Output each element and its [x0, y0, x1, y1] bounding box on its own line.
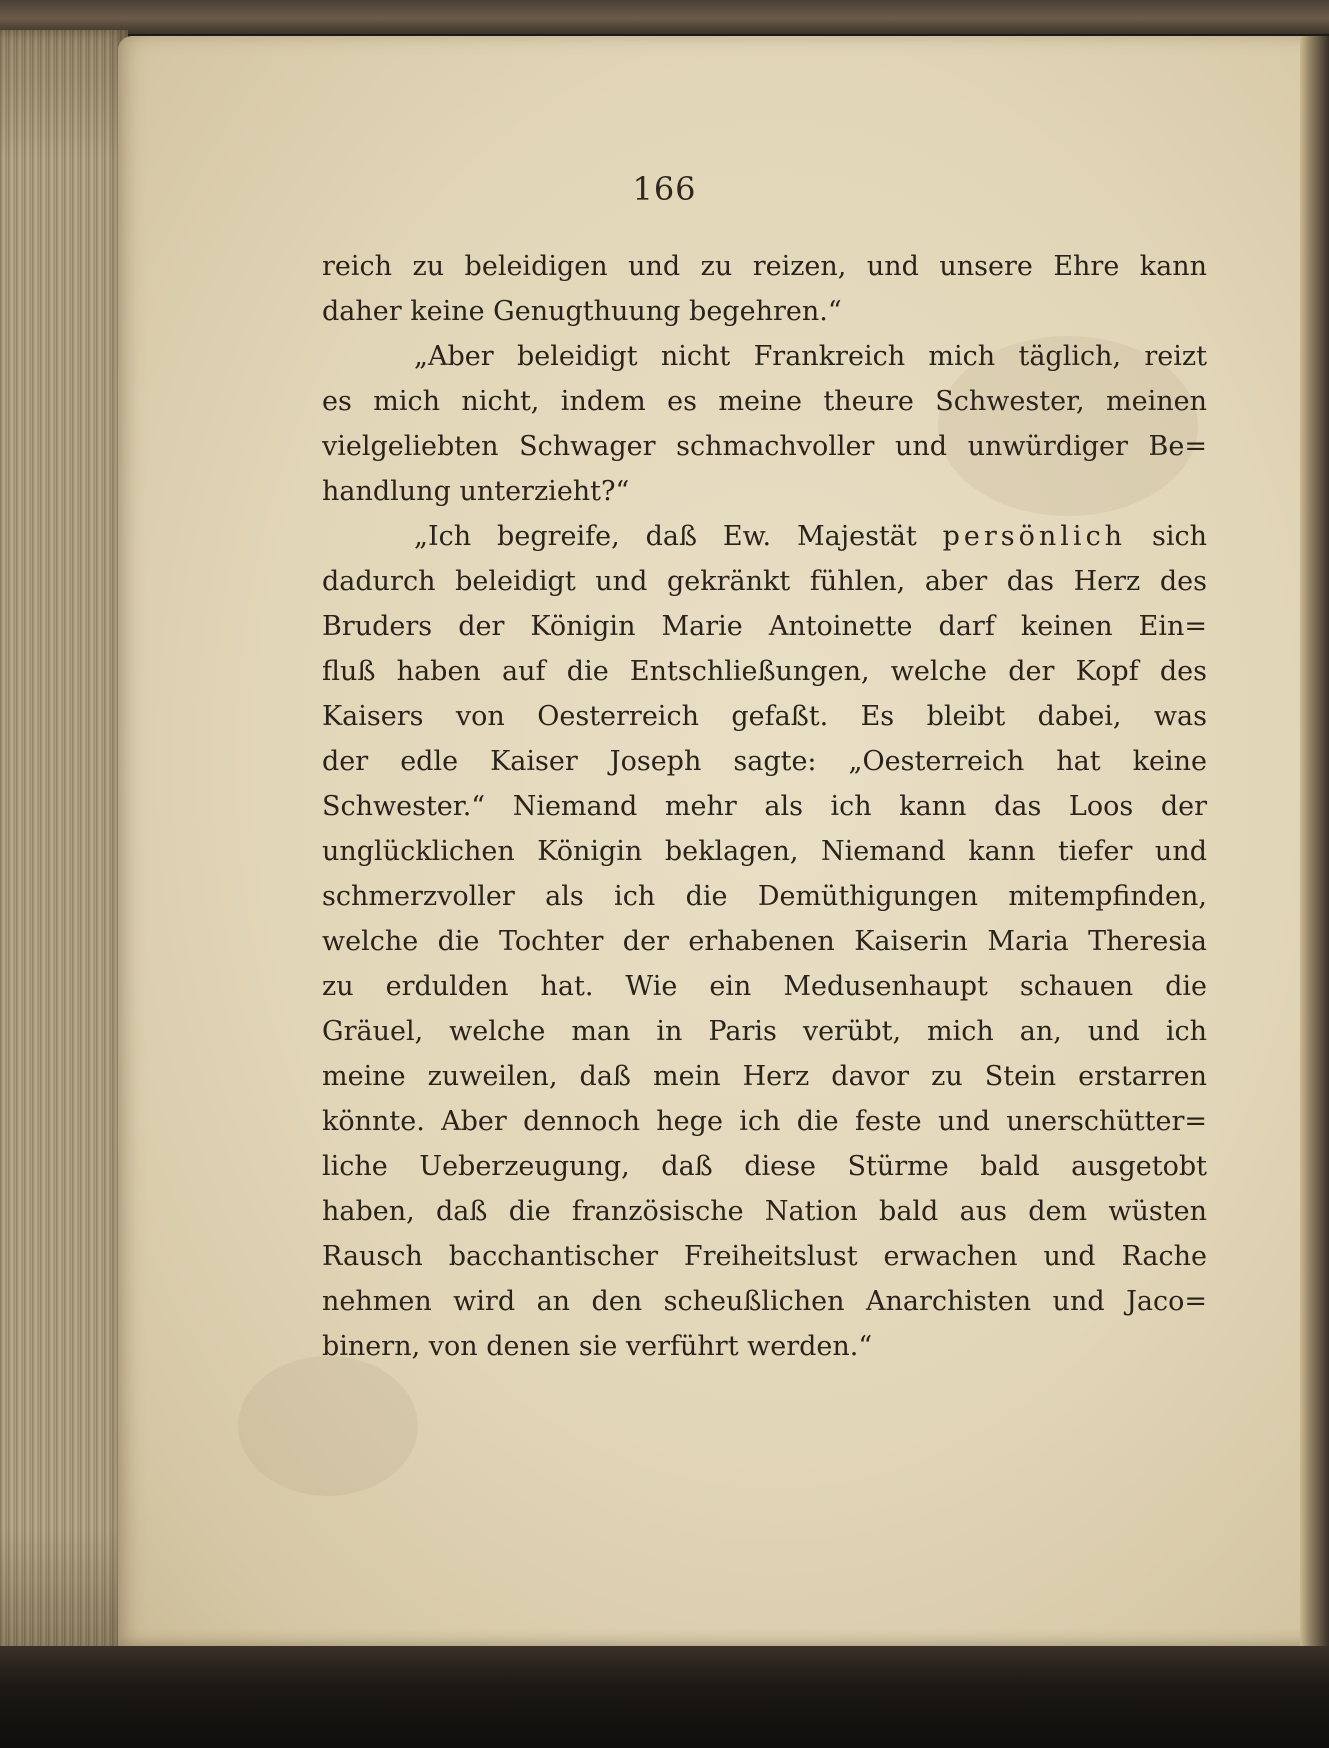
- text-line: der edle Kaiser Joseph sagte: „Oesterreich hat keine: [322, 746, 1207, 777]
- text-line-emphasis: [322, 514, 1207, 559]
- text-segment: „Ich begreife, daß Ew. Majestät: [414, 521, 917, 552]
- page-number: 166: [632, 170, 697, 208]
- page-right-edge: [1300, 36, 1329, 1648]
- emphasized-word: persönlich: [942, 521, 1127, 552]
- text-line: welche die Tochter der erhabenen Kaiserin Maria Theresia: [322, 926, 1207, 957]
- text-line: unglücklichen Königin beklagen, Niemand kann tiefer und: [322, 836, 1207, 867]
- text-line: haben, daß die französische Nation bald aus dem wüsten: [322, 1196, 1207, 1227]
- text-line: Gräuel, welche man in Paris verübt, mich an, und ich: [322, 1016, 1207, 1047]
- text-line: fluß haben auf die Entschließungen, welche der Kopf des: [322, 656, 1207, 687]
- text-line: binern, von denen sie verführt werden.“: [322, 1331, 873, 1362]
- text-line: es mich nicht, indem es meine theure Schwester, meinen: [322, 386, 1207, 417]
- text-line: handlung unterzieht?“: [322, 476, 630, 507]
- text-line: meine zuweilen, daß mein Herz davor zu Stein erstarren: [322, 1061, 1207, 1092]
- text-line: schmerzvoller als ich die Demüthigungen mitempfinden,: [322, 881, 1207, 912]
- paper-stain: [238, 1356, 418, 1496]
- text-line: Schwester.“ Niemand mehr als ich kann das Loos der: [322, 791, 1207, 822]
- text-line: „Aber beleidigt nicht Frankreich mich täglich, reizt: [414, 341, 1207, 372]
- text-line: vielgeliebten Schwager schmachvoller und unwürdiger Be=: [322, 431, 1207, 462]
- text-line: nehmen wird an den scheußlichen Anarchisten und Jaco=: [322, 1286, 1207, 1317]
- text-line: reich zu beleidigen und zu reizen, und unsere Ehre kann: [322, 251, 1207, 282]
- text-line: Kaisers von Oesterreich gefaßt. Es bleibt dabei, was: [322, 701, 1207, 732]
- text-segment: sich: [1151, 521, 1207, 552]
- text-line: könnte. Aber dennoch hege ich die feste und unerschütter=: [322, 1106, 1207, 1137]
- top-edge: [0, 0, 1329, 34]
- text-line: liche Ueberzeugung, daß diese Stürme bald ausgetobt: [322, 1151, 1207, 1182]
- page-stack-edge: [0, 30, 128, 1658]
- text-line: zu erdulden hat. Wie ein Medusenhaupt schauen die: [322, 971, 1207, 1002]
- body-text: [322, 244, 1207, 1369]
- bottom-edge: [0, 1646, 1329, 1748]
- text-line: daher keine Genugthuung begehren.“: [322, 296, 842, 327]
- text-line: Bruders der Königin Marie Antoinette darf keinen Ein=: [322, 611, 1207, 642]
- text-line: dadurch beleidigt und gekränkt fühlen, aber das Herz des: [322, 566, 1207, 597]
- text-line: Rausch bacchantischer Freiheitslust erwachen und Rache: [322, 1241, 1207, 1272]
